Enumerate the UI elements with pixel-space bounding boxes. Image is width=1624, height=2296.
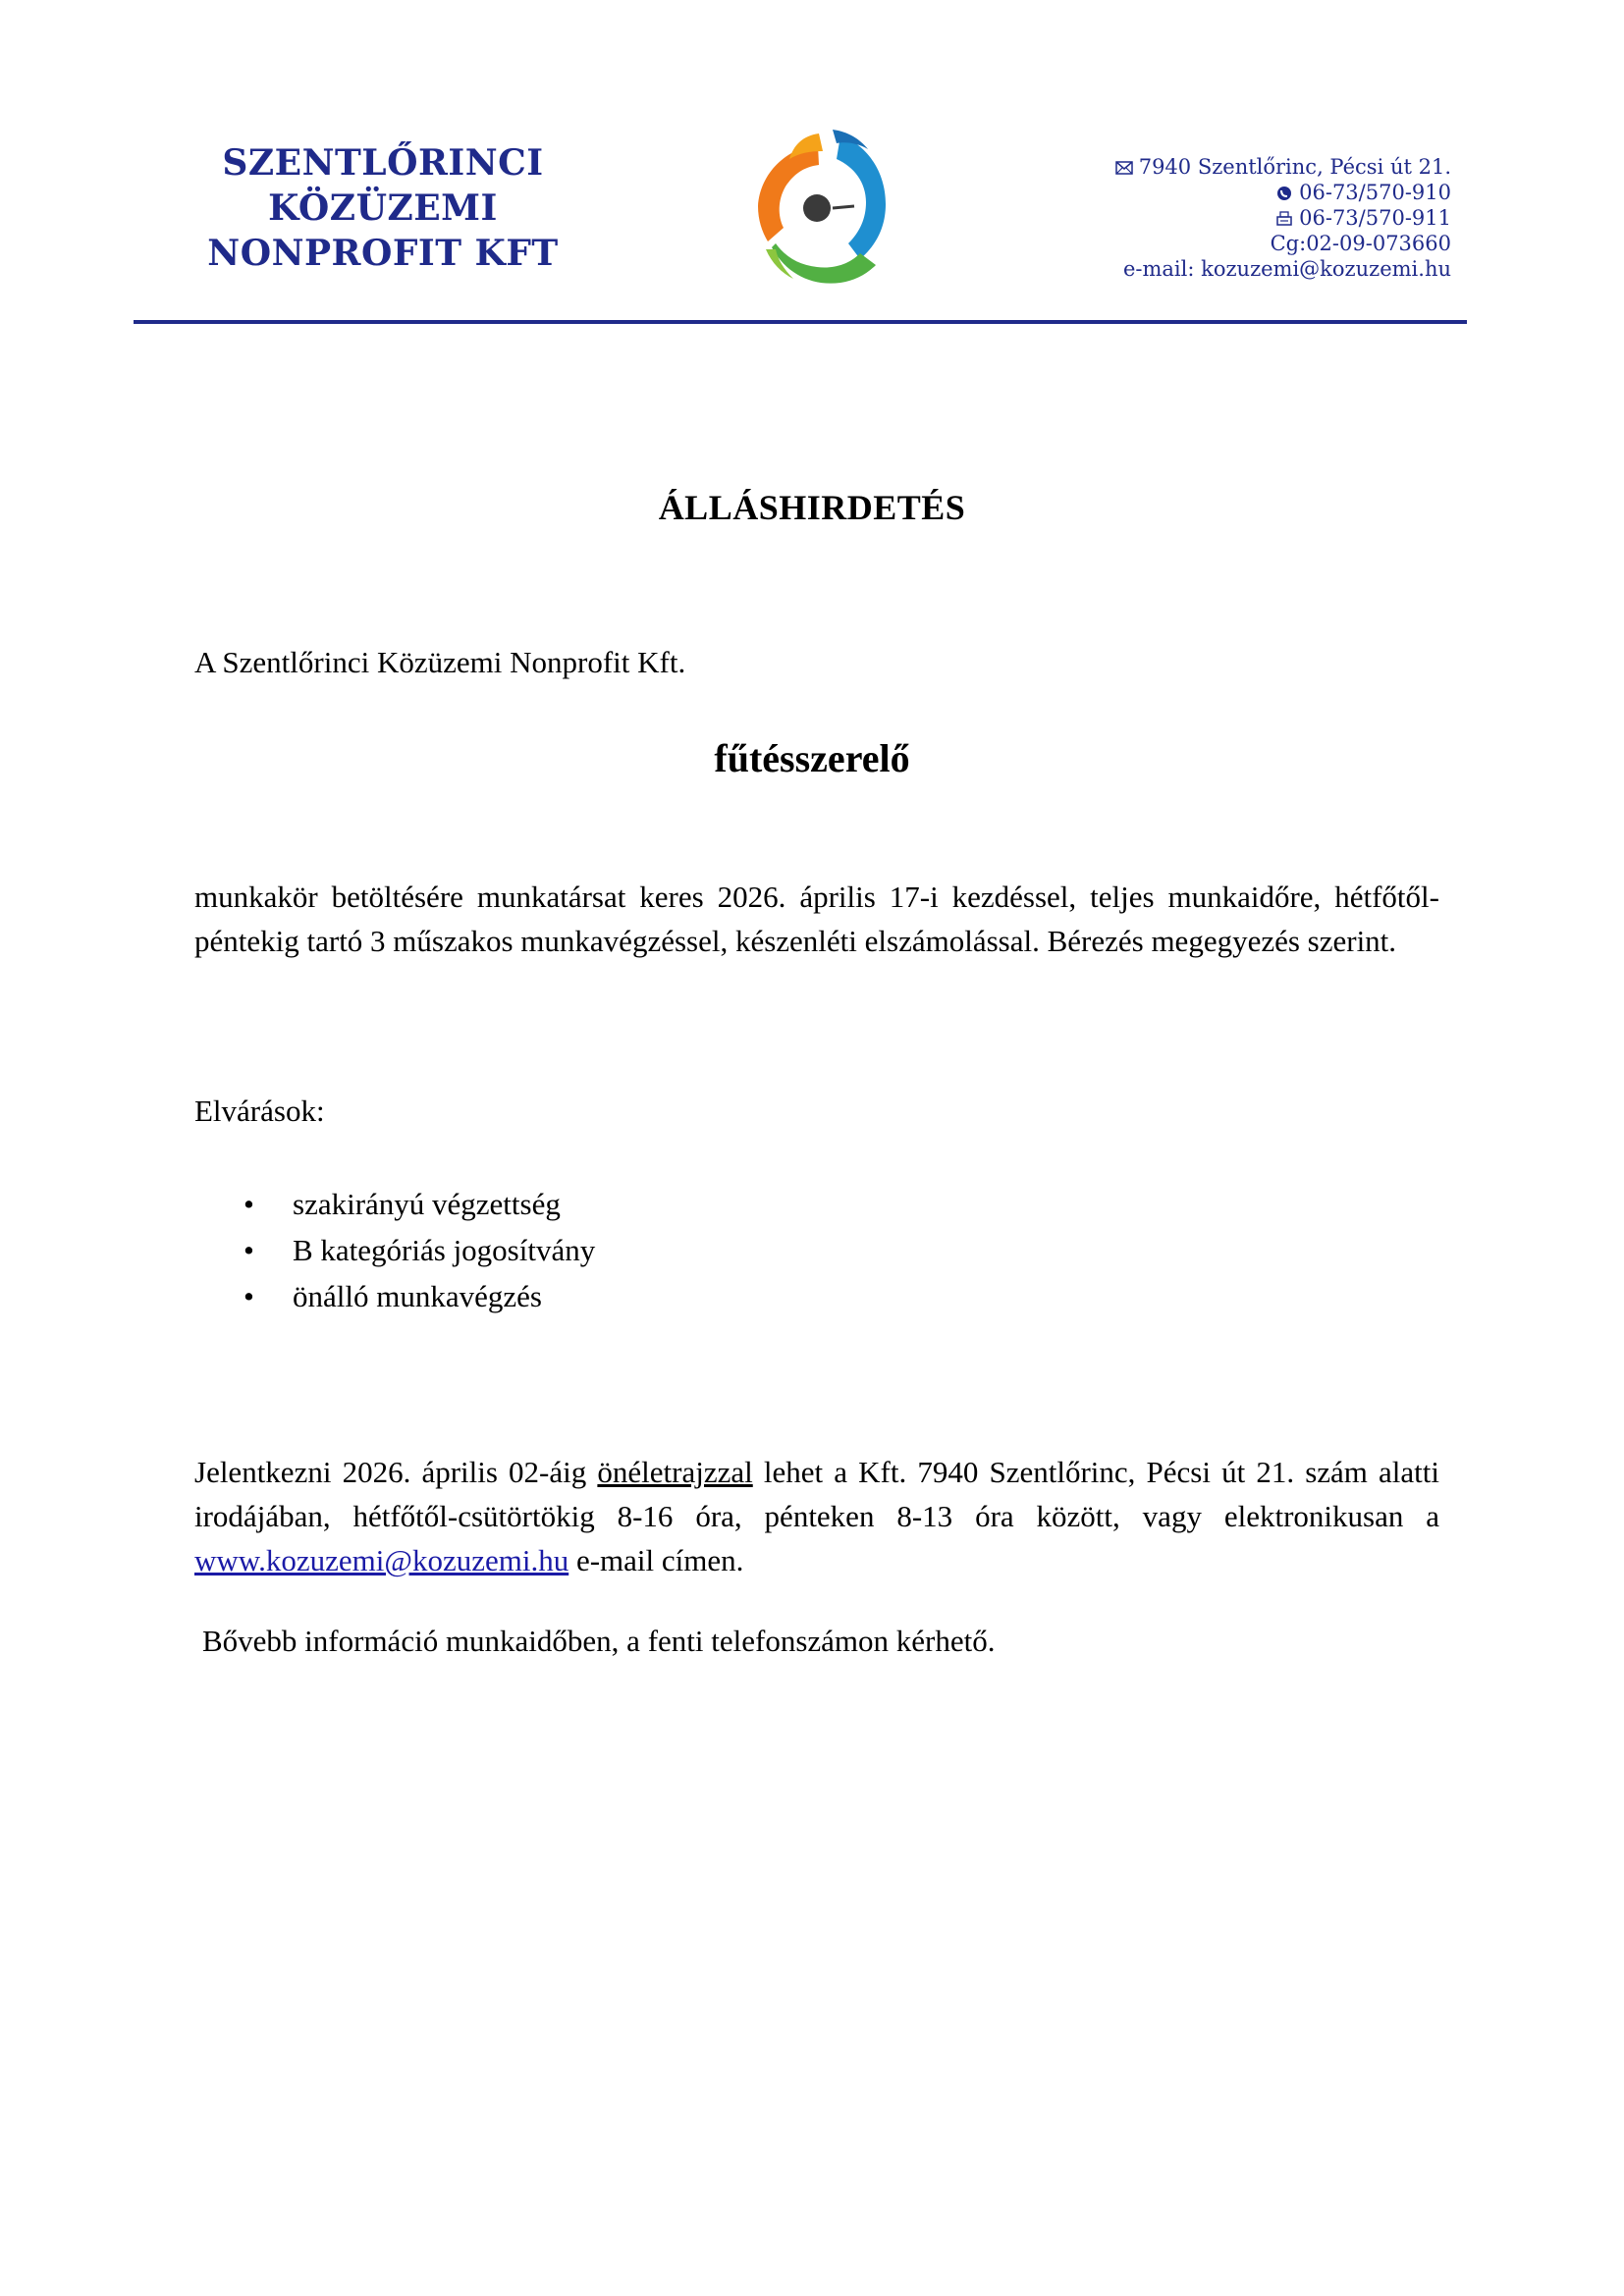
more-info-line: Bővebb információ munkaidőben, a fenti telefonszámon kérhető.	[202, 1624, 996, 1658]
bullet-icon: •	[244, 1187, 254, 1221]
header-divider-gap	[707, 316, 923, 320]
company-name-line-1: SZENTLŐRINCI	[222, 142, 544, 184]
application-paragraph	[194, 1450, 1439, 1582]
header-divider	[134, 320, 1467, 324]
contact-fax-text: 06-73/570-911	[1299, 206, 1451, 230]
job-description: munkakör betöltésére munkatársat keres 2026. április 17-i kezdéssel, teljes munkaidőre, hétfőtől-péntekig tartó 3 műszakos munkavégzéssel, készenléti elszámolással. Bérezés megegyezés szerint.	[194, 880, 1439, 958]
requirement-item	[194, 1181, 595, 1227]
expectations-label: Elvárások:	[194, 1094, 325, 1128]
company-name-line-2: KÖZÜZEMI	[268, 187, 498, 229]
contact-block	[1115, 154, 1451, 282]
contact-phone-text: 06-73/570-910	[1299, 181, 1451, 204]
bullet-icon: •	[244, 1279, 254, 1313]
requirement-text: B kategóriás jogosítvány	[293, 1233, 596, 1267]
contact-phone	[1115, 180, 1451, 205]
contact-company-reg: Cg:02-09-073660	[1270, 232, 1451, 255]
requirement-item	[194, 1227, 595, 1273]
email-link[interactable]: www.kozuzemi@kozuzemi.hu	[194, 1543, 569, 1577]
contact-address	[1115, 154, 1451, 180]
requirement-text: szakirányú végzettség	[293, 1187, 561, 1221]
intro-line: A Szentlőrinci Közüzemi Nonprofit Kft.	[194, 645, 686, 679]
contact-email: e-mail: kozuzemi@kozuzemi.hu	[1122, 257, 1451, 281]
requirements-list	[194, 1181, 595, 1319]
contact-address-text: 7940 Szentlőrinc, Pécsi út 21.	[1138, 155, 1451, 179]
company-logo-icon	[738, 126, 897, 293]
application-cv-underlined: önéletrajzzal	[597, 1455, 753, 1489]
application-text-2: lehet a Kft. 7940 Szentlőrinc, Pécsi út 21. szám alatti irodájában, hétfőtől-csütörtökig 8-16 óra, pénteken 8-13 óra között, vagy elektronikusan a	[194, 1455, 1439, 1533]
contact-fax	[1115, 205, 1451, 231]
company-name	[196, 140, 569, 276]
application-text-1: Jelentkezni 2026. április 02-áig	[194, 1455, 598, 1489]
phone-icon	[1275, 186, 1293, 201]
requirement-item	[194, 1273, 595, 1319]
requirement-text: önálló munkavégzés	[293, 1279, 542, 1313]
fax-icon	[1275, 211, 1293, 227]
company-name-line-3: NONPROFIT KFT	[207, 233, 559, 274]
envelope-icon	[1115, 160, 1133, 176]
application-text-3: e-mail címen.	[568, 1543, 744, 1577]
position-title: fűtésszerelő	[714, 736, 910, 780]
document-title: ÁLLÁSHIRDETÉS	[658, 488, 966, 527]
bullet-icon: •	[244, 1233, 254, 1267]
